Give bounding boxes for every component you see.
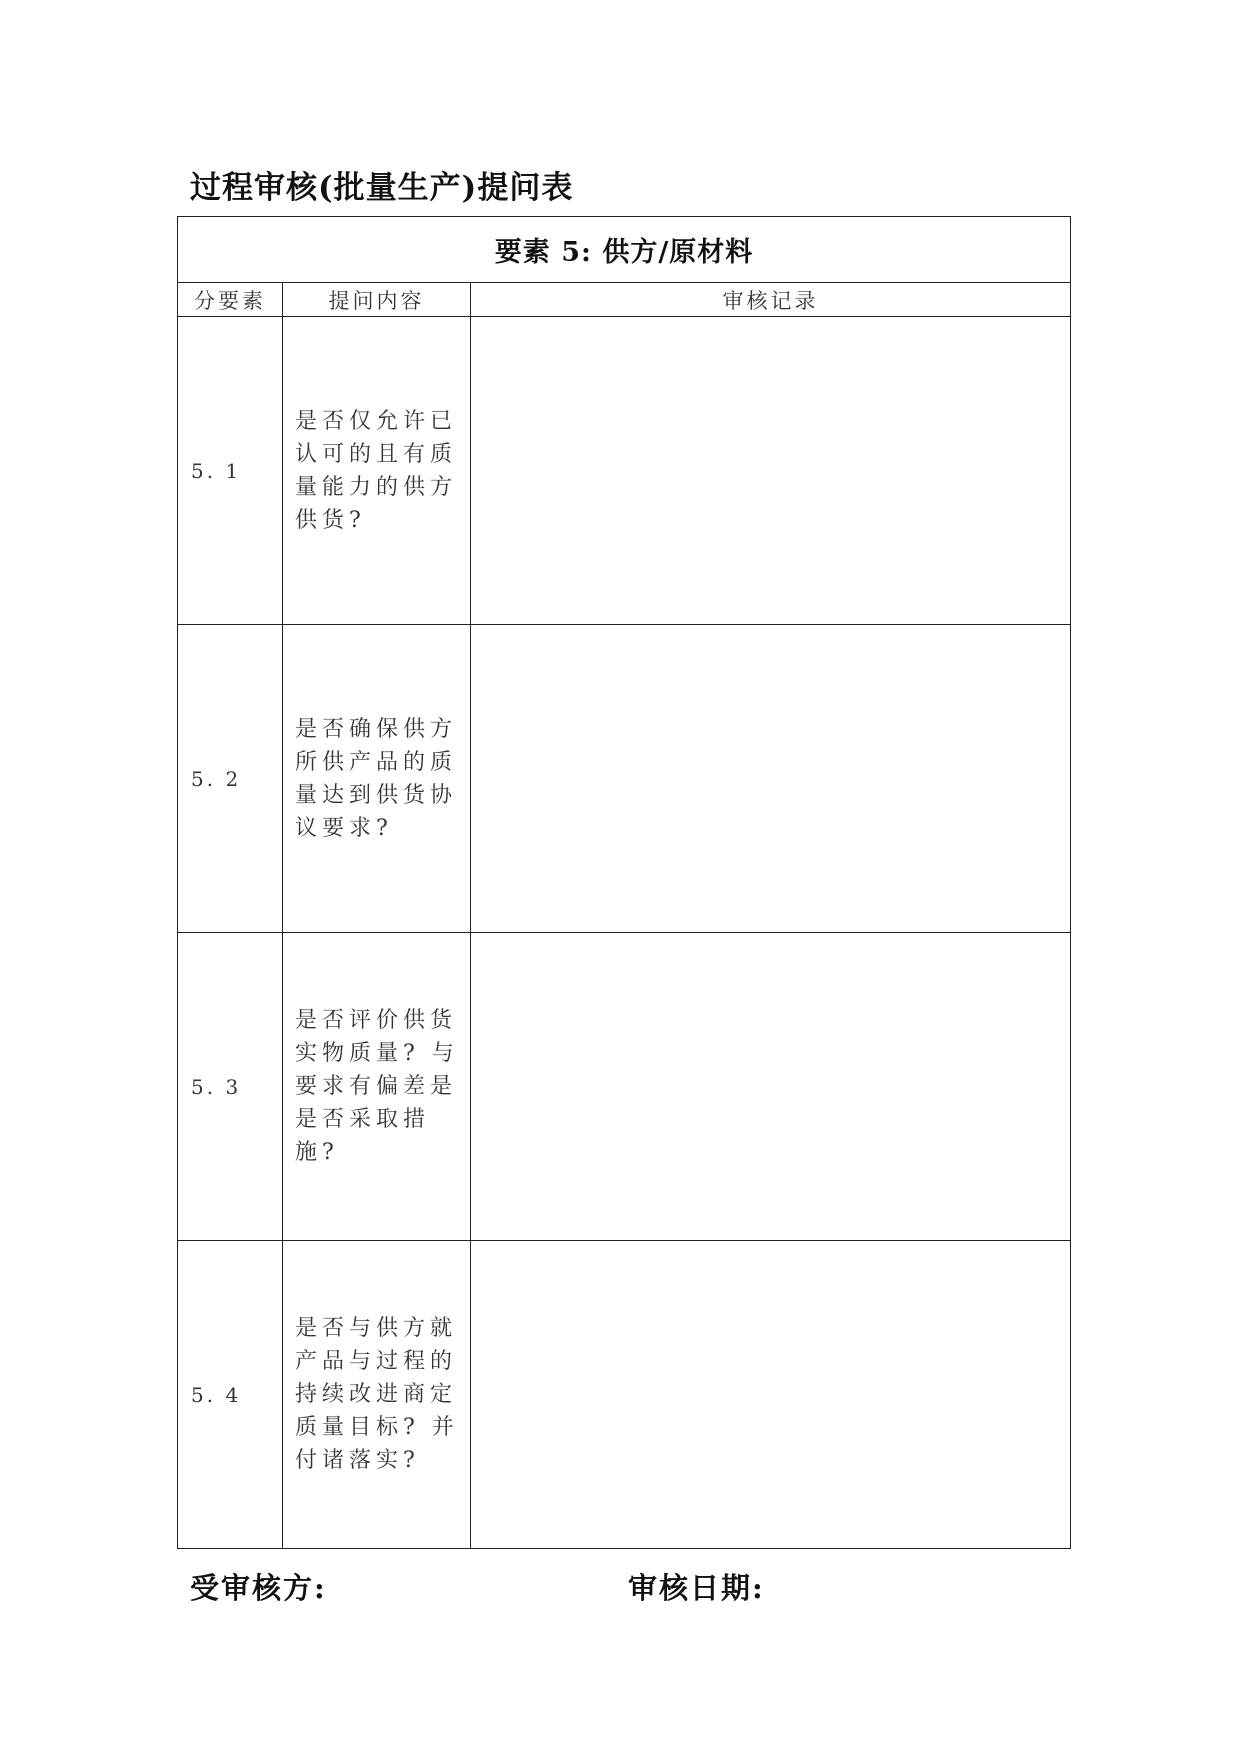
question-text: 是否确保供方所供产品的质量达到供货协议要求? xyxy=(283,625,471,933)
question-text: 是否与供方就产品与过程的持续改进商定质量目标? 并付诸落实? xyxy=(283,1241,471,1549)
audit-date-label: 审核日期: xyxy=(628,1571,765,1605)
sub-element-id: 5. 2 xyxy=(178,625,283,933)
question-text: 是否仅允许已认可的且有质量能力的供方供货? xyxy=(283,317,471,625)
element-heading: 要素 5: 供方/原材料 xyxy=(178,217,1071,283)
table-row xyxy=(178,933,1071,1241)
document-title: 过程审核(批量生产)提问表 xyxy=(190,170,574,206)
sub-element-id: 5. 3 xyxy=(178,933,283,1241)
audit-record-cell[interactable] xyxy=(471,625,1071,933)
table-row xyxy=(178,625,1071,933)
audit-question-table xyxy=(177,216,1071,1549)
column-header-sub-element: 分要素 xyxy=(178,283,283,317)
table-row xyxy=(178,1241,1071,1549)
audit-record-cell[interactable] xyxy=(471,1241,1071,1549)
question-text: 是否评价供货实物质量? 与要求有偏差是是否采取措施? xyxy=(283,933,471,1241)
auditee-label: 受审核方: xyxy=(190,1571,327,1605)
audit-record-cell[interactable] xyxy=(471,317,1071,625)
audit-record-cell[interactable] xyxy=(471,933,1071,1241)
column-header-record: 审核记录 xyxy=(471,283,1071,317)
column-header-row xyxy=(178,283,1071,317)
sub-element-id: 5. 1 xyxy=(178,317,283,625)
column-header-question: 提问内容 xyxy=(283,283,471,317)
table-row xyxy=(178,317,1071,625)
sub-element-id: 5. 4 xyxy=(178,1241,283,1549)
